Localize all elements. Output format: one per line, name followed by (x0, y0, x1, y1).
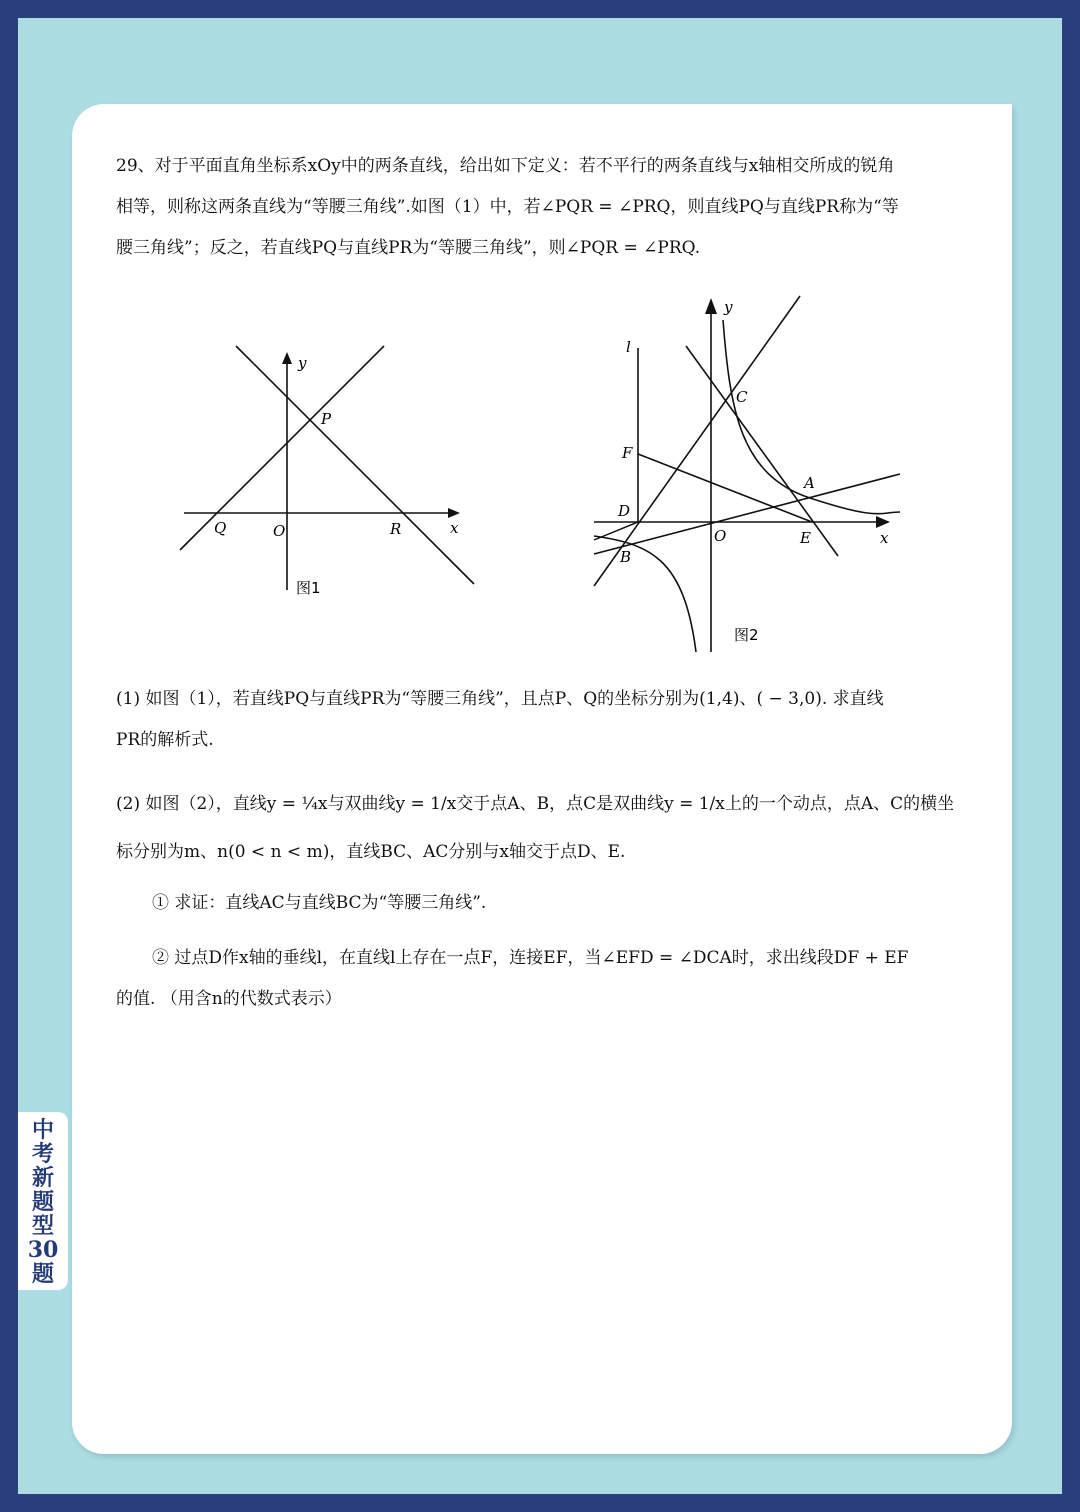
question-2 (116, 780, 966, 876)
label-y: y (724, 298, 733, 316)
figure-1-caption: 图1 (296, 579, 321, 597)
q2-part2-line-1: ② 过点D作x轴的垂线l，在直线l上存在一点F，连接EF，当∠EFD = ∠DCA时，求出线段DF + EF (152, 948, 909, 968)
label-y: y (298, 354, 307, 372)
label-a: A (804, 474, 815, 492)
label-o: O (714, 527, 727, 545)
label-e: E (800, 529, 811, 547)
label-q: Q (214, 519, 227, 537)
intro-line-2: 相等，则称这两条直线为“等腰三角线”.如图（1）中，若∠PQR = ∠PRQ，则直线PQ与直线PR称为“等 (116, 197, 899, 217)
y-axis-arrow (282, 352, 292, 364)
figure-2-caption: 图2 (734, 626, 759, 644)
side-tab-label: 中考新题型30题 (27, 1117, 59, 1287)
label-x: x (880, 529, 889, 547)
x-axis-arrow (876, 516, 890, 528)
label-p: P (321, 410, 332, 428)
question-2-part-1: ① 求证：直线AC与直线BC为“等腰三角线”. (152, 893, 487, 913)
line-pr (236, 346, 474, 584)
q1-line-2: PR的解析式. (116, 730, 214, 750)
q2-line-1: (2) 如图（2），直线y = ¼x与双曲线y = 1/x交于点A、B，点C是双曲线y = 1/x上的一个动点，点A、C的横坐 (116, 794, 955, 814)
label-r: R (390, 520, 402, 538)
label-b: B (620, 548, 632, 566)
x-axis-arrow (448, 508, 460, 518)
label-f: F (622, 444, 633, 462)
question-2-part-2 (116, 938, 966, 1020)
q2-part2-line-2: 的值. （用含n的代数式表示） (116, 989, 342, 1009)
intro-line-1: 29、对于平面直角坐标系xOy中的两条直线，给出如下定义：若不平行的两条直线与x轴相交所成的锐角 (116, 156, 895, 176)
y-axis-arrow (705, 298, 717, 314)
q1-line-1: (1) 如图（1），若直线PQ与直线PR为“等腰三角线”，且点P、Q的坐标分别为(1,4)、( − 3,0). 求直线 (116, 689, 884, 709)
figure-1 (170, 340, 490, 610)
line-pq (180, 346, 384, 550)
label-o: O (273, 522, 286, 540)
line-ab (594, 474, 900, 554)
figure-2 (590, 290, 910, 660)
label-d: D (618, 502, 631, 520)
intro-line-3: 腰三角线”；反之，若直线PQ与直线PR为“等腰三角线”，则∠PQR = ∠PRQ. (116, 238, 701, 258)
hyperbola-lower-branch (594, 536, 696, 652)
label-l: l (626, 338, 631, 356)
label-x: x (450, 519, 459, 537)
question-1 (116, 679, 966, 761)
q2-line-2: 标分别为m、n(0 < n < m)，直线BC、AC分别与x轴交于点D、E. (116, 842, 626, 862)
problem-intro (116, 146, 966, 269)
label-c: C (736, 388, 748, 406)
